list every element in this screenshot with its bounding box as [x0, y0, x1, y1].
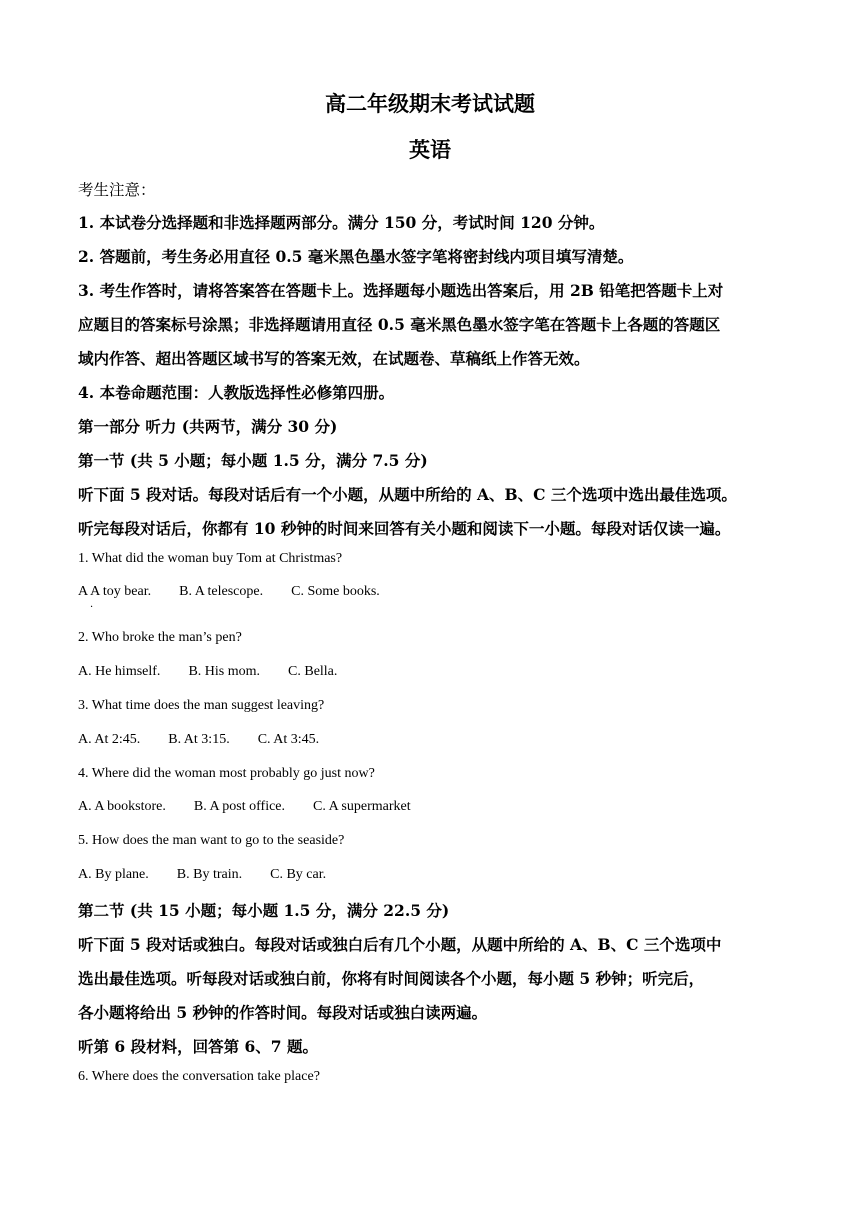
question-1: 1. What did the woman buy Tom at Christmas? [78, 551, 343, 566]
section1-instruction-1: 听下面 5 段对话。每段对话后有一个小题，从题中所给的 A、B、C 三个选项中选出最佳选项。 [78, 485, 737, 504]
notice-item-3: 3. 考生作答时，请将答案答在答题卡上。选择题每小题选出答案后，用 2B 铅笔把答题卡上对 [78, 281, 724, 300]
section2-instruction-3: 各小题将给出 5 秒钟的作答时间。每段对话或独白读两遍。 [78, 1003, 488, 1022]
option-a: A. At 2:45. [78, 732, 141, 747]
notice-item-3-cont2: 域内作答、超出答题区域书写的答案无效，在试题卷、草稿纸上作答无效。 [78, 349, 590, 368]
option-b: B. By train. [176, 867, 243, 882]
option-b: B. A post office. [193, 799, 286, 814]
option-b: B. A telescope. [179, 584, 264, 599]
notice-item-1: 1. 本试卷分选择题和非选择题两部分。满分 150 分，考试时间 120 分钟。 [78, 213, 605, 232]
notice-heading: 考生注意： [78, 181, 156, 199]
question-5-options [78, 867, 354, 883]
section2-heading: 第二节 (共 15 小题；每小题 1.5 分，满分 22.5 分) [78, 901, 450, 920]
option-a: A. By plane. [78, 867, 149, 882]
question-2: 2. Who broke the man’s pen? [78, 630, 242, 645]
section1-heading: 第一节 (共 5 小题；每小题 1.5 分，满分 7.5 分) [78, 451, 428, 470]
option-a: A A toy bear. [78, 584, 152, 599]
option-a: A. He himself. [78, 664, 161, 679]
material-6-heading: 听第 6 段材料，回答第 6、7 题。 [78, 1037, 318, 1056]
option-b: B. At 3:15. [168, 732, 230, 747]
part1-heading: 第一部分 听力 (共两节，满分 30 分) [78, 417, 338, 436]
option-c: C. By car. [270, 867, 327, 882]
option-a: A. A bookstore. [78, 799, 166, 814]
stray-dot: · [90, 602, 94, 613]
question-6: 6. Where does the conversation take place? [78, 1069, 320, 1084]
question-5: 5. How does the man want to go to the seaside? [78, 833, 345, 848]
section1-instruction-2: 听完每段对话后，你都有 10 秒钟的时间来回答有关小题和阅读下一小题。每段对话仅读一遍。 [78, 519, 731, 538]
notice-item-2: 2. 答题前，考生务必用直径 0.5 毫米黑色墨水签字笔将密封线内项目填写清楚。 [78, 247, 634, 266]
exam-title: 高二年级期末考试试题 [325, 91, 535, 116]
subject-title: 英语 [409, 137, 451, 162]
notice-item-4: 4. 本卷命题范围：人教版选择性必修第四册。 [78, 383, 395, 402]
question-4-options [78, 799, 439, 815]
option-c: C. At 3:45. [257, 732, 320, 747]
question-2-options [78, 664, 365, 680]
option-b: B. His mom. [188, 664, 261, 679]
option-c: C. A supermarket [313, 799, 411, 814]
question-1-options [78, 584, 408, 600]
question-4: 4. Where did the woman most probably go just now? [78, 766, 375, 781]
section2-instruction-2: 选出最佳选项。听每段对话或独白前，你将有时间阅读各个小题，每小题 5 秒钟；听完后， [78, 969, 705, 988]
question-3: 3. What time does the man suggest leaving? [78, 698, 325, 713]
option-c: C. Some books. [291, 584, 380, 599]
notice-item-3-cont: 应题目的答案标号涂黑；非选择题请用直径 0.5 毫米黑色墨水签字笔在答题卡上各题的答题区 [78, 315, 721, 334]
option-c: C. Bella. [288, 664, 338, 679]
section2-instruction-1: 听下面 5 段对话或独白。每段对话或独白后有几个小题，从题中所给的 A、B、C 三个选项中 [78, 935, 722, 954]
question-3-options [78, 732, 347, 748]
